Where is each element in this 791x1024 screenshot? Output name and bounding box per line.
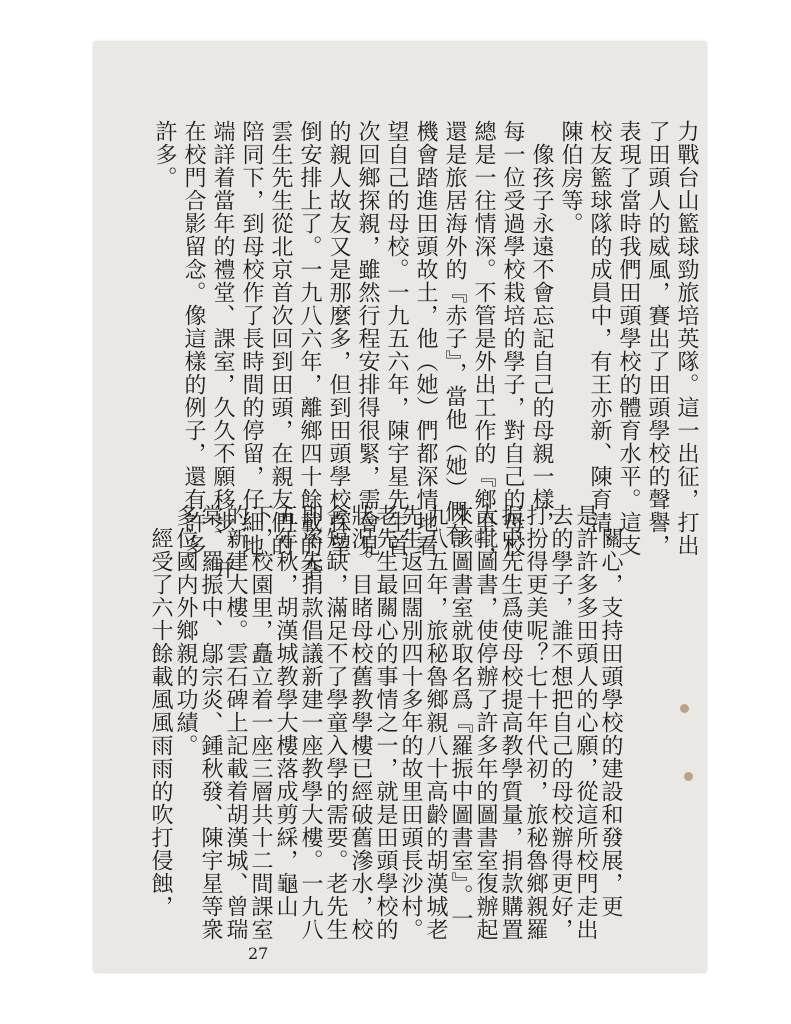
text-column: 老先生最關心的事情之一，就是田頭學校的 — [373, 504, 398, 941]
text-column: 先生返回闊別四十多年的故里田頭長沙村。 — [398, 504, 423, 941]
text-column: 每一位受過學校栽培的學子，對自己的母校 — [500, 120, 525, 557]
book-page — [94, 42, 706, 972]
text-column: 總是一往情深。不管是外出工作的『鄉里』， — [471, 120, 496, 569]
text-column: 陳伯房等。 — [558, 120, 583, 235]
text-column: 像孩子永遠不會忘記自己的母親一樣， — [529, 120, 554, 534]
text-column: 了田頭人的威風，賽出了田頭學校的聲譽， — [645, 120, 670, 557]
text-column: 的親人故友又是那麼多，但到田頭學校探望 — [326, 120, 351, 557]
text-column: 力戰台山籃球勁旅培英隊。這一出征，打出 — [674, 120, 699, 557]
text-column: 還是旅居海外的『赤子』，當他（她）們有 — [442, 120, 467, 546]
text-column: 狀況。目睹母校舊教學樓已經破舊滲水，校 — [348, 504, 373, 941]
text-column: 端詳着當年的禮堂、課室，久久不願移步，并 — [210, 120, 235, 580]
text-column: 經受了六十餘載風風雨雨的吹打侵蝕， — [148, 504, 173, 918]
text-column: 打扮得更美呢？七十年代初，旅秘魯鄉親羅 — [523, 504, 548, 941]
text-column: 是許許多多田頭人的心願，從這所校門走出 — [573, 504, 598, 941]
text-column: 棠、羅振中、鄔宗炎、鍾秋發、陳宇星等衆 — [198, 504, 223, 941]
text-column: 陪同下，到母校作了長時間的停留，仔細地 — [239, 120, 264, 557]
text-column: 關心，支持田頭學校的建設和發展，更 — [598, 504, 623, 918]
text-column: 望自己的母校。一九五六年，陳宇星先生首 — [384, 120, 409, 557]
text-column: 來該圖書室就取名爲『羅振中圖書室』。一 — [448, 504, 473, 930]
foxing-spot — [680, 704, 689, 713]
text-column: 五年秋，胡漢城教學大樓落成剪綵，龜山 — [273, 504, 298, 918]
text-column: 倒安排上了。一九八六年，離鄉四十餘載的李 — [297, 120, 322, 580]
text-column: 表現了當時我們田頭學校的體育水平。這支 — [616, 120, 641, 557]
text-column: 下，校園里，矗立着一座三層共十二間課室 — [248, 504, 273, 941]
text-column: 的新建大樓。雲石碑上記載着胡漢城、曾瑞 — [223, 504, 248, 941]
text-column: 許多。 — [152, 120, 177, 189]
text-column: 振中先生爲使母校提高教學質量，捐款購置 — [498, 504, 523, 941]
text-column: 大批圖書，使停辦了許多年的圖書室復辦起 — [473, 504, 498, 941]
text-column: 舍短缺，滿足不了學童入學的需要。老先生 — [323, 504, 348, 941]
foxing-spot — [684, 772, 693, 781]
text-column: 即率先捐款倡議新建一座教學大樓。一九八 — [298, 504, 323, 941]
text-column: 去的學子，誰不想把自己的母校辦得更好， — [548, 504, 573, 941]
text-column: 九八五年，旅秘魯鄉親八十高齡的胡漢城老 — [423, 504, 448, 941]
text-column: 校友籃球隊的成員中，有王亦新、陳育清、 — [587, 120, 612, 557]
text-column: 在校門合影留念。像這樣的例子，還有許多 — [181, 120, 206, 557]
text-column: 多位國内外鄉親的功績。 — [173, 504, 198, 757]
text-column: 雲生先生從北京首次回到田頭，在親友們的 — [268, 120, 293, 557]
text-column: 次回鄉探親，雖然行程安排得很緊，需會見 — [355, 120, 380, 557]
page-number: 27 — [248, 944, 269, 963]
text-column: 機會踏進田頭故土，他（她）們都深情地看 — [413, 120, 438, 557]
